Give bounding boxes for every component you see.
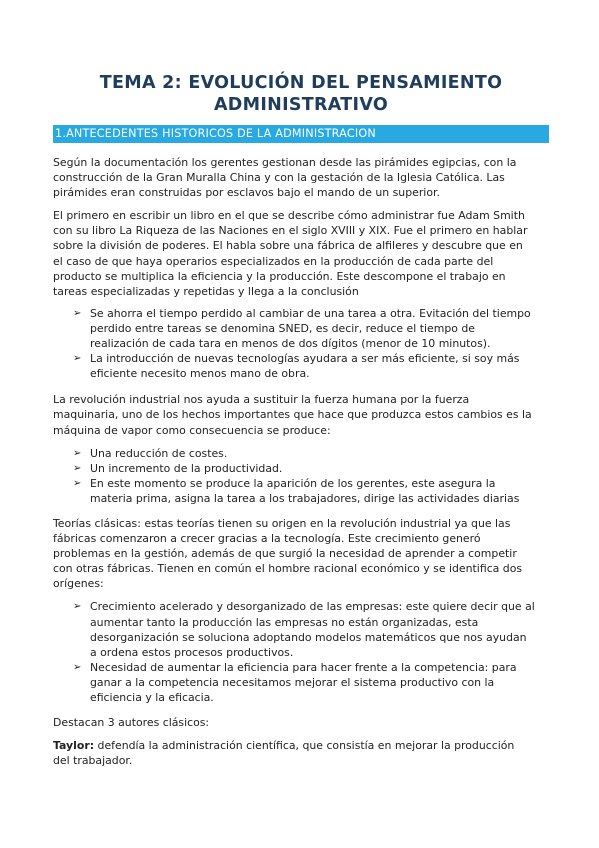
list-item bbox=[53, 476, 549, 506]
arrow-bullet-icon: ➢ bbox=[73, 601, 82, 613]
arrow-bullet-icon: ➢ bbox=[73, 353, 82, 365]
list-item bbox=[53, 306, 549, 351]
list-item-text: La introducción de nuevas tecnologías ayudara a ser más eficiente, si soy más eficiente necesito menos mano de obra. bbox=[90, 352, 520, 381]
list-item bbox=[53, 461, 549, 476]
page-title bbox=[53, 72, 549, 116]
bullet-list-1 bbox=[53, 306, 549, 381]
title-line-2: ADMINISTRATIVO bbox=[213, 95, 389, 115]
arrow-bullet-icon: ➢ bbox=[73, 447, 82, 459]
paragraph-2: El primero en escribir un libro en el que se describe cómo administrar fue Adam Smith con su libro La Riqueza de las Naciones en el siglo XVIII y XIX. Fue el primero en hablar sobre la división de poderes. El habla sobre una fábrica de alfileres y descubre que en el caso de que haya operarios especializados en la producción de cada parte del producto se multiplica la eficiencia y la producción. Este descompone el trabajo en tareas especializadas y repetidas y llega a la conclusión bbox=[53, 209, 528, 298]
document-page bbox=[53, 72, 549, 768]
arrow-bullet-icon: ➢ bbox=[73, 307, 82, 319]
list-item-text: Un incremento de la productividad. bbox=[90, 461, 283, 475]
paragraph-6-text: defendía la administración científica, que consistía en mejorar la producción del trabajador. bbox=[53, 739, 515, 768]
list-item-text: En este momento se produce la aparición de los gerentes, este asegura la materia prima, asigna la tarea a los trabajadores, dirige las actividades diarias bbox=[90, 476, 520, 505]
paragraph-3: La revolución industrial nos ayuda a sustituir la fuerza humana por la fuerza maquinaria, uno de los hechos importantes que hace que produzca estos cambios es la máquina de vapor como consecuencia se produce: bbox=[53, 393, 532, 437]
bullet-list-3 bbox=[53, 599, 549, 705]
paragraph-5: Destacan 3 autores clásicos: bbox=[53, 716, 210, 730]
paragraph-6 bbox=[53, 738, 549, 768]
list-item-text: Necesidad de aumentar la eficiencia para hacer frente a la competencia: para ganar a la competencia necesitamos mejorar el sistema productivo con la eficiencia y la eficacia. bbox=[90, 660, 517, 704]
list-item bbox=[53, 446, 549, 461]
list-item bbox=[53, 599, 549, 659]
arrow-bullet-icon: ➢ bbox=[73, 661, 82, 673]
paragraph-1: Según la documentación los gerentes gestionan desde las pirámides egipcias, con la construcción de la Gran Muralla China y con la gestación de la Iglesia Católica. Las pirámides eran construidas por esclavos bajo el mando de un superior. bbox=[53, 156, 517, 200]
list-item-text: Una reducción de costes. bbox=[90, 446, 228, 460]
author-name-taylor: Taylor: bbox=[53, 739, 95, 753]
section-heading: 1.ANTECEDENTES HISTORICOS DE LA ADMINISTRACION bbox=[53, 125, 549, 143]
list-item-text: Se ahorra el tiempo perdido al cambiar de una tarea a otra. Evitación del tiempo perdido entre tareas se denomina SNED, es decir, reduce el tiempo de realización de cada tara en menos de dos dígitos (menor de 10 minutos). bbox=[90, 306, 531, 351]
arrow-bullet-icon: ➢ bbox=[73, 462, 82, 474]
paragraph-4: Teorías clásicas: estas teorías tienen su origen en la revolución industrial ya que las fábricas comenzaron a crecer gracias a la tecnología. Este crecimiento generó problemas en la gestión, además de que surgió la necesidad de aprender a competir con otras fábricas. Tienen en común el hombre racional económico y se identifica dos orígenes: bbox=[53, 516, 523, 591]
title-line-1: TEMA 2: EVOLUCIÓN DEL PENSAMIENTO bbox=[99, 73, 503, 93]
arrow-bullet-icon: ➢ bbox=[73, 477, 82, 489]
list-item bbox=[53, 351, 549, 381]
list-item bbox=[53, 660, 549, 705]
bullet-list-2 bbox=[53, 446, 549, 506]
list-item-text: Crecimiento acelerado y desorganizado de las empresas: este quiere decir que al aumentar tanto la producción las empresas no están organizadas, esta desorganización se soluciona adoptando modelos matemáticos que nos ayudan a ordena estos procesos productivos. bbox=[90, 600, 535, 659]
